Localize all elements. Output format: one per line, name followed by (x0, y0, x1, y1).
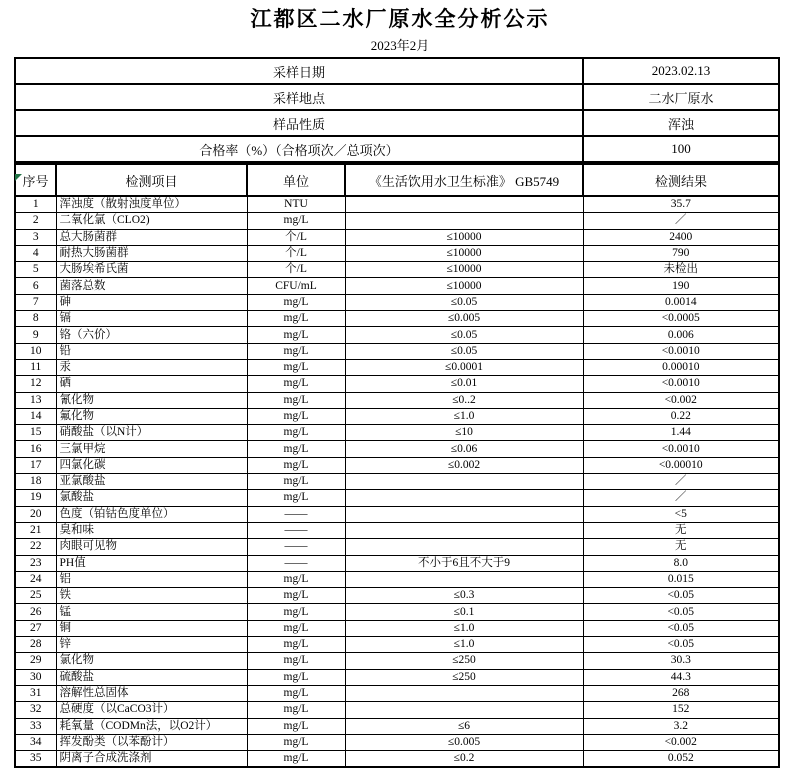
unit-cell: mg/L (247, 392, 345, 408)
result-cell: <0.05 (583, 604, 779, 620)
table-row (15, 376, 779, 392)
item-name-cell: 耐热大肠菌群 (56, 245, 247, 261)
row-number-cell: 1 (15, 196, 56, 213)
row-number-cell: 8 (15, 311, 56, 327)
analysis-table (14, 163, 780, 768)
table-row (15, 718, 779, 734)
standard-cell: ≤0.005 (345, 311, 583, 327)
table-row (15, 278, 779, 294)
row-number-cell: 24 (15, 571, 56, 587)
result-cell: <0.002 (583, 734, 779, 750)
item-name-cell: 铝 (56, 571, 247, 587)
table-row (15, 213, 779, 229)
unit-cell: mg/L (247, 311, 345, 327)
info-value: 二水厂原水 (583, 84, 779, 110)
item-name-cell: 锰 (56, 604, 247, 620)
result-cell: 0.0014 (583, 294, 779, 310)
item-name-cell: 铬（六价） (56, 327, 247, 343)
table-row (15, 734, 779, 750)
row-number-cell: 12 (15, 376, 56, 392)
row-number-cell: 17 (15, 457, 56, 473)
unit-cell: —— (247, 539, 345, 555)
unit-cell: 个/L (247, 229, 345, 245)
result-cell: 0.22 (583, 408, 779, 424)
info-row (15, 136, 779, 162)
result-cell: 0.00010 (583, 359, 779, 375)
standard-cell: ≤0.06 (345, 441, 583, 457)
item-name-cell: 四氯化碳 (56, 457, 247, 473)
row-number-cell: 3 (15, 229, 56, 245)
info-label: 样品性质 (15, 110, 583, 136)
result-cell: <0.0010 (583, 441, 779, 457)
standard-cell (345, 685, 583, 701)
result-cell: 0.015 (583, 571, 779, 587)
result-cell: <0.05 (583, 637, 779, 653)
info-table (14, 57, 780, 163)
unit-cell: mg/L (247, 620, 345, 636)
standard-cell: ≤0.0001 (345, 359, 583, 375)
unit-cell: mg/L (247, 327, 345, 343)
result-cell: <0.00010 (583, 457, 779, 473)
info-label: 采样日期 (15, 58, 583, 84)
info-value: 浑浊 (583, 110, 779, 136)
row-number-cell: 15 (15, 425, 56, 441)
row-number-cell: 16 (15, 441, 56, 457)
unit-cell: mg/L (247, 213, 345, 229)
standard-cell: ≤250 (345, 653, 583, 669)
page-title: 江都区二水厂原水全分析公示 (250, 8, 550, 31)
row-number-cell: 26 (15, 604, 56, 620)
item-name-cell: 铁 (56, 588, 247, 604)
col-header-standard: 《生活饮用水卫生标准》 GB5749 (345, 164, 583, 196)
unit-cell: mg/L (247, 718, 345, 734)
unit-cell: mg/L (247, 376, 345, 392)
standard-cell: 不小于6且不大于9 (345, 555, 583, 571)
item-name-cell: 总硬度（以CaCO3计） (56, 702, 247, 718)
result-cell: 190 (583, 278, 779, 294)
col-header-result: 检测结果 (583, 164, 779, 196)
unit-cell: mg/L (247, 685, 345, 701)
unit-cell: mg/L (247, 474, 345, 490)
table-row (15, 408, 779, 424)
standard-cell: ≤0.05 (345, 327, 583, 343)
row-number-cell: 20 (15, 506, 56, 522)
standard-cell (345, 571, 583, 587)
item-name-cell: 溶解性总固体 (56, 685, 247, 701)
row-number-cell: 31 (15, 685, 56, 701)
row-number-cell: 13 (15, 392, 56, 408)
item-name-cell: 阴离子合成洗涤剂 (56, 751, 247, 768)
table-row (15, 490, 779, 506)
item-name-cell: 锌 (56, 637, 247, 653)
standard-cell (345, 506, 583, 522)
unit-cell: mg/L (247, 294, 345, 310)
item-name-cell: 菌落总数 (56, 278, 247, 294)
item-name-cell: 氯化物 (56, 653, 247, 669)
table-row (15, 229, 779, 245)
standard-cell: ≤0.2 (345, 751, 583, 768)
info-label: 采样地点 (15, 84, 583, 110)
unit-cell: —— (247, 555, 345, 571)
table-row (15, 245, 779, 261)
item-name-cell: 总大肠菌群 (56, 229, 247, 245)
standard-cell: ≤10000 (345, 245, 583, 261)
row-number-cell: 2 (15, 213, 56, 229)
row-number-cell: 22 (15, 539, 56, 555)
item-name-cell: 色度（铂钴色度单位） (56, 506, 247, 522)
table-row (15, 311, 779, 327)
unit-cell: mg/L (247, 425, 345, 441)
item-name-cell: 二氧化氯（CLO2) (56, 213, 247, 229)
result-cell: 44.3 (583, 669, 779, 685)
row-number-cell: 23 (15, 555, 56, 571)
unit-cell: mg/L (247, 702, 345, 718)
result-cell: 30.3 (583, 653, 779, 669)
table-row (15, 294, 779, 310)
row-number-cell: 35 (15, 751, 56, 768)
unit-cell: mg/L (247, 734, 345, 750)
row-number-cell: 25 (15, 588, 56, 604)
standard-cell: ≤0.05 (345, 343, 583, 359)
standard-cell (345, 213, 583, 229)
standard-cell: ≤0.01 (345, 376, 583, 392)
unit-cell: mg/L (247, 343, 345, 359)
standard-cell: ≤0.005 (345, 734, 583, 750)
table-row (15, 653, 779, 669)
unit-cell: mg/L (247, 588, 345, 604)
standard-cell: ≤10000 (345, 278, 583, 294)
standard-cell (345, 196, 583, 213)
row-number-cell: 9 (15, 327, 56, 343)
unit-cell: mg/L (247, 669, 345, 685)
result-cell: 35.7 (583, 196, 779, 213)
row-number-cell: 4 (15, 245, 56, 261)
row-number-cell: 11 (15, 359, 56, 375)
result-cell: <0.05 (583, 620, 779, 636)
row-number-cell: 10 (15, 343, 56, 359)
row-number-cell: 29 (15, 653, 56, 669)
row-number-cell: 30 (15, 669, 56, 685)
unit-cell: —— (247, 522, 345, 538)
table-row (15, 392, 779, 408)
unit-cell: CFU/mL (247, 278, 345, 294)
table-row (15, 685, 779, 701)
standard-cell (345, 474, 583, 490)
table-row (15, 506, 779, 522)
unit-cell: NTU (247, 196, 345, 213)
column-header-row (15, 164, 779, 196)
result-cell: 无 (583, 539, 779, 555)
standard-cell: ≤10000 (345, 229, 583, 245)
result-cell: 790 (583, 245, 779, 261)
item-name-cell: PH值 (56, 555, 247, 571)
result-cell: <5 (583, 506, 779, 522)
item-name-cell: 铜 (56, 620, 247, 636)
row-number-cell: 5 (15, 262, 56, 278)
table-row (15, 604, 779, 620)
standard-cell: ≤1.0 (345, 408, 583, 424)
standard-cell: ≤1.0 (345, 620, 583, 636)
item-name-cell: 硝酸盐（以N计） (56, 425, 247, 441)
unit-cell: mg/L (247, 751, 345, 768)
col-header-no: 序号 (15, 164, 56, 196)
row-number-cell: 34 (15, 734, 56, 750)
item-name-cell: 铅 (56, 343, 247, 359)
result-cell: 0.006 (583, 327, 779, 343)
result-cell: 2400 (583, 229, 779, 245)
standard-cell: ≤0.002 (345, 457, 583, 473)
table-row (15, 555, 779, 571)
result-cell: 3.2 (583, 718, 779, 734)
standard-cell: ≤0.1 (345, 604, 583, 620)
info-value: 100 (583, 136, 779, 162)
col-header-unit: 单位 (247, 164, 345, 196)
unit-cell: mg/L (247, 441, 345, 457)
table-row (15, 441, 779, 457)
unit-cell: mg/L (247, 571, 345, 587)
result-cell: ／ (583, 490, 779, 506)
standard-cell: ≤0.3 (345, 588, 583, 604)
result-cell: 无 (583, 522, 779, 538)
table-row (15, 262, 779, 278)
result-cell: 未检出 (583, 262, 779, 278)
item-name-cell: 耗氧量（CODMn法，以O2计） (56, 718, 247, 734)
col-header-item: 检测项目 (56, 164, 247, 196)
row-number-cell: 18 (15, 474, 56, 490)
item-name-cell: 挥发酚类（以苯酚计） (56, 734, 247, 750)
item-name-cell: 臭和味 (56, 522, 247, 538)
unit-cell: 个/L (247, 262, 345, 278)
unit-cell: mg/L (247, 604, 345, 620)
unit-cell: 个/L (247, 245, 345, 261)
item-name-cell: 硒 (56, 376, 247, 392)
standard-cell: ≤0.05 (345, 294, 583, 310)
item-name-cell: 氯酸盐 (56, 490, 247, 506)
standard-cell (345, 522, 583, 538)
table-row (15, 457, 779, 473)
unit-cell: mg/L (247, 457, 345, 473)
item-name-cell: 砷 (56, 294, 247, 310)
item-name-cell: 氟化物 (56, 408, 247, 424)
unit-cell: mg/L (247, 359, 345, 375)
unit-cell: —— (247, 506, 345, 522)
item-name-cell: 浑浊度（散射浊度单位） (56, 196, 247, 213)
info-value: 2023.02.13 (583, 58, 779, 84)
result-cell: 152 (583, 702, 779, 718)
row-number-cell: 21 (15, 522, 56, 538)
table-row (15, 522, 779, 538)
info-row (15, 84, 779, 110)
item-name-cell: 肉眼可见物 (56, 539, 247, 555)
item-name-cell: 大肠埃希氏菌 (56, 262, 247, 278)
result-cell: 268 (583, 685, 779, 701)
table-row (15, 637, 779, 653)
table-row (15, 588, 779, 604)
row-number-cell: 33 (15, 718, 56, 734)
page-subtitle: 2023年2月 (370, 38, 430, 53)
row-number-cell: 6 (15, 278, 56, 294)
unit-cell: mg/L (247, 408, 345, 424)
standard-cell: ≤10 (345, 425, 583, 441)
result-cell: ／ (583, 474, 779, 490)
table-row (15, 343, 779, 359)
result-cell: <0.0005 (583, 311, 779, 327)
standard-cell (345, 539, 583, 555)
item-name-cell: 镉 (56, 311, 247, 327)
result-cell: <0.0010 (583, 343, 779, 359)
result-cell: 1.44 (583, 425, 779, 441)
item-name-cell: 亚氯酸盐 (56, 474, 247, 490)
result-cell: <0.05 (583, 588, 779, 604)
standard-cell: ≤0..2 (345, 392, 583, 408)
table-row (15, 571, 779, 587)
result-cell: ／ (583, 213, 779, 229)
row-number-cell: 14 (15, 408, 56, 424)
row-number-cell: 32 (15, 702, 56, 718)
standard-cell: ≤250 (345, 669, 583, 685)
unit-cell: mg/L (247, 637, 345, 653)
unit-cell: mg/L (247, 490, 345, 506)
excel-error-triangle-icon (15, 174, 22, 181)
result-cell: 0.052 (583, 751, 779, 768)
item-name-cell: 汞 (56, 359, 247, 375)
table-row (15, 196, 779, 213)
row-number-cell: 28 (15, 637, 56, 653)
table-row (15, 474, 779, 490)
standard-cell: ≤10000 (345, 262, 583, 278)
standard-cell (345, 490, 583, 506)
standard-cell: ≤1.0 (345, 637, 583, 653)
item-name-cell: 氰化物 (56, 392, 247, 408)
table-row (15, 425, 779, 441)
standard-cell: ≤6 (345, 718, 583, 734)
table-row (15, 751, 779, 768)
info-label: 合格率（%）（合格项次／总项次） (15, 136, 583, 162)
row-number-cell: 19 (15, 490, 56, 506)
table-row (15, 359, 779, 375)
table-row (15, 669, 779, 685)
row-number-cell: 27 (15, 620, 56, 636)
result-cell: <0.002 (583, 392, 779, 408)
standard-cell (345, 702, 583, 718)
table-row (15, 620, 779, 636)
item-name-cell: 硫酸盐 (56, 669, 247, 685)
table-row (15, 539, 779, 555)
table-row (15, 327, 779, 343)
unit-cell: mg/L (247, 653, 345, 669)
info-row (15, 58, 779, 84)
info-row (15, 110, 779, 136)
item-name-cell: 三氯甲烷 (56, 441, 247, 457)
table-row (15, 702, 779, 718)
result-cell: <0.0010 (583, 376, 779, 392)
result-cell: 8.0 (583, 555, 779, 571)
row-number-cell: 7 (15, 294, 56, 310)
